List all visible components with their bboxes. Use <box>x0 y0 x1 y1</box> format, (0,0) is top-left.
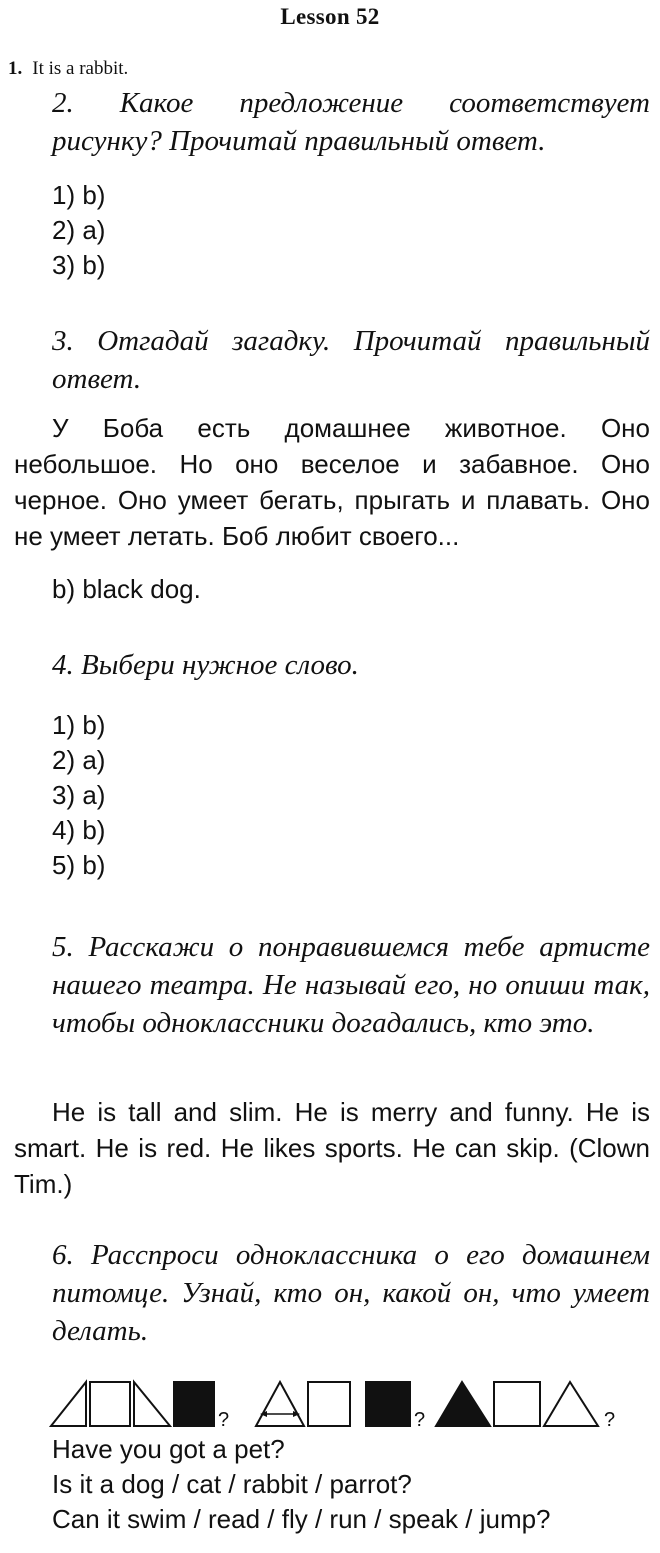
task-4-answer-3: 3) a) <box>52 780 106 810</box>
task-6-question-1: Have you got a pet? <box>52 1434 285 1464</box>
task-3-riddle: У Боба есть домашнее животное. Оно небольшое. Но оно веселое и забавное. Оно черное. Оно умеет бегать, прыгать и плавать. Оно не умеет летать. Боб любит своего... <box>14 413 650 551</box>
task-6-question-2: Is it a dog / cat / rabbit / parrot? <box>52 1469 412 1499</box>
triangle-icon <box>256 1382 304 1426</box>
task-5-answer: He is tall and slim. He is merry and funny. He is smart. He is red. He likes sports. He can skip. (Clown Tim.) <box>14 1097 650 1199</box>
filled-triangle-icon <box>436 1382 490 1426</box>
triangle-icon <box>544 1382 598 1426</box>
task-4-answer-5: 5) b) <box>52 850 106 880</box>
task-4-heading: 4. Выбери нужное слово. <box>52 649 359 681</box>
task-4-answers <box>52 708 105 883</box>
question-pattern-diagram <box>48 1378 648 1428</box>
lesson-title: Lesson 52 <box>280 4 380 29</box>
question-mark-2: ? <box>414 1409 426 1428</box>
square-icon <box>90 1382 130 1426</box>
question-mark-3: ? <box>604 1409 616 1428</box>
task-1-answer <box>8 58 128 80</box>
task-2-heading: 2. Какое предложение соответствует рисунку? Прочитай правильный ответ. <box>52 87 650 157</box>
question-mark-1: ? <box>218 1409 230 1428</box>
triangle-icon <box>51 1382 86 1426</box>
triangle-icon <box>134 1382 170 1426</box>
square-icon <box>308 1382 350 1426</box>
task-3-answer: b) black dog. <box>52 574 201 604</box>
square-icon <box>494 1382 540 1426</box>
task-2-answers <box>52 178 105 283</box>
task-2-answer-2: 2) a) <box>52 215 106 245</box>
task-6-heading: 6. Расспроси одноклассника о его домашнем питомце. Узнай, кто он, какой он, что умеет делать. <box>52 1239 650 1347</box>
task-4-answer-2: 2) a) <box>52 745 106 775</box>
task-6-questions <box>52 1432 551 1537</box>
task-3-heading: 3. Отгадай загадку. Прочитай правильный ответ. <box>52 325 650 395</box>
task-4-answer-1: 1) b) <box>52 710 106 740</box>
task-2-answer-3: 3) b) <box>52 250 106 280</box>
task-1-text: It is a rabbit. <box>32 58 129 79</box>
task-6-question-3: Can it swim / read / fly / run / speak / jump? <box>52 1504 551 1534</box>
filled-square-icon <box>366 1382 410 1426</box>
task-5-heading: 5. Расскажи о понравившемся тебе артисте нашего театра. Не называй его, но опиши так, чтобы одноклассники догадались, кто это. <box>52 931 650 1039</box>
task-1-number: 1. <box>8 58 23 79</box>
task-4-answer-4: 4) b) <box>52 815 106 845</box>
filled-square-icon <box>174 1382 214 1426</box>
task-2-answer-1: 1) b) <box>52 180 106 210</box>
